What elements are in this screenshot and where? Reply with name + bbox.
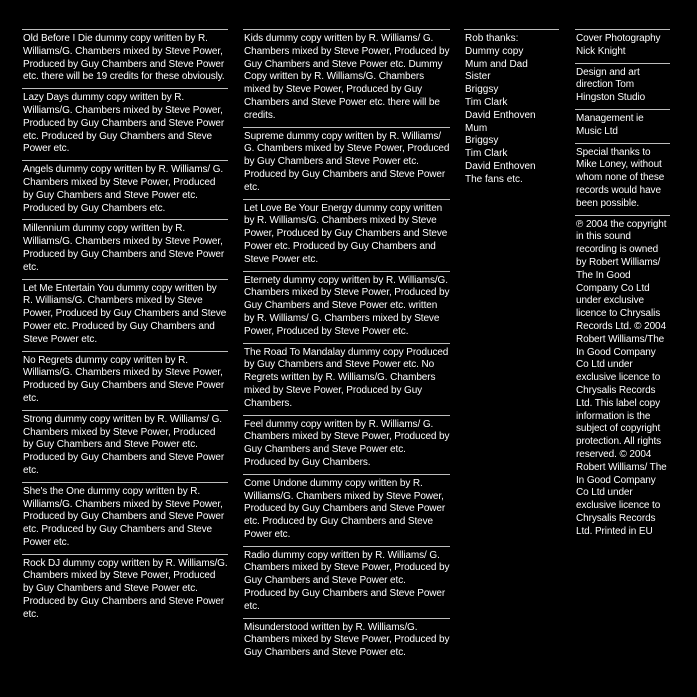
track-credit-entry: She's the One dummy copy written by R. Williams/G. Chambers mixed by Steve Power, Produced by Guy Chambers and Steve Power etc. Produced by Guy Chambers and Steve Power etc. (22, 482, 228, 554)
thanks-item: David Enthoven (465, 160, 536, 172)
special-thanks: Special thanks to Mike Loney, without whom none of these records would have been possible. (575, 143, 670, 215)
track-credit-entry: Kids dummy copy written by R. Williams/ G. Chambers mixed by Steve Power, Produced by Guy Chambers and Steve Power etc. Dummy Copy written by R. Williams/G. Chambers mixed by Steve Power, Produced by Guy Chambers and Steve Power etc. there will be credits. (243, 29, 450, 127)
production-credits-column (575, 29, 670, 542)
thanks-list (464, 30, 559, 187)
design-credit: Design and art direction Tom Hingston Studio (575, 63, 670, 109)
management-credit: Management ie Music Ltd (575, 109, 670, 143)
track-credit-entry: Rock DJ dummy copy written by R. Williams/G. Chambers mixed by Steve Power, Produced by Guy Chambers and Steve Power etc. Produced by Guy Chambers and Steve Power etc. (22, 554, 228, 626)
track-credit-entry: Strong dummy copy written by R. Williams/ G. Chambers mixed by Steve Power, Produced by Guy Chambers and Steve Power etc. Produced by Guy Chambers and Steve Power etc. (22, 410, 228, 482)
thanks-item: Briggsy (465, 135, 499, 147)
thanks-item: Tim Clark (465, 148, 508, 160)
track-credit-entry: Misunderstood written by R. Williams/G. Chambers mixed by Steve Power, Produced by Guy Chambers and Steve Power etc. (243, 618, 450, 664)
thanks-item: Dummy copy (465, 45, 524, 57)
track-credit-entry: Eternety dummy copy written by R. Williams/G. Chambers mixed by Steve Power, Produced by Guy Chambers and Steve Power etc. written by R. Williams/ G. Chambers mixed by Steve Power, Produced by Steve Power etc. (243, 271, 450, 343)
track-credit-entry: Old Before I Die dummy copy written by R. Williams/G. Chambers mixed by Steve Power, Produced by Guy Chambers and Steve Power etc. there will be 19 credits for these obviously. (22, 29, 228, 88)
track-credit-entry: Let Love Be Your Energy dummy copy written by R. Williams/G. Chambers mixed by Steve Power, Produced by Guy Chambers and Steve Power etc. Produced by Guy Chambers and Steve Power etc. (243, 199, 450, 271)
thanks-item: The fans etc. (465, 173, 523, 185)
thanks-item: Tim Clark (465, 96, 508, 108)
track-credit-entry: Radio dummy copy written by R. Williams/ G. Chambers mixed by Steve Power, Produced by Guy Chambers and Steve Power etc. Produced by Guy Chambers and Steve Power etc. (243, 546, 450, 618)
track-credits-column-left (22, 29, 228, 626)
cover-photography-credit: Cover Photography Nick Knight (575, 29, 670, 63)
thanks-heading: Rob thanks: (465, 33, 519, 44)
track-credits-column-right (243, 29, 450, 664)
thanks-item: Mum (465, 122, 488, 134)
track-credit-entry: Let Me Entertain You dummy copy written by R. Williams/G. Chambers mixed by Steve Power, Produced by Guy Chambers and Steve Power etc. Produced by Guy Chambers and Steve Power etc. (22, 279, 228, 351)
thanks-item: David Enthoven (465, 109, 536, 121)
track-credit-entry: Lazy Days dummy copy written by R. Williams/G. Chambers mixed by Steve Power, Produced by Guy Chambers and Steve Power etc. Produced by Guy Chambers and Steve Power etc. (22, 88, 228, 160)
thanks-item: Briggsy (465, 84, 499, 96)
track-credit-entry: Angels dummy copy written by R. Williams/ G. Chambers mixed by Steve Power, Produced by Guy Chambers and Steve Power etc. Produced by Guy Chambers etc. (22, 160, 228, 219)
track-credit-entry: Feel dummy copy written by R. Williams/ G. Chambers mixed by Steve Power, Produced by Guy Chambers and Steve Power etc. Produced by Guy Chambers. (243, 415, 450, 474)
thanks-item: Mum and Dad (465, 58, 528, 70)
thanks-item: Sister (465, 71, 491, 83)
track-credit-entry: No Regrets dummy copy written by R. Williams/G. Chambers mixed by Steve Power, Produced by Guy Chambers and Steve Power etc. (22, 351, 228, 410)
thanks-column (464, 29, 559, 187)
track-credit-entry: Supreme dummy copy written by R. Williams/ G. Chambers mixed by Steve Power, Produced by Guy Chambers and Steve Power etc. Produced by Guy Chambers and Steve Power etc. (243, 127, 450, 199)
track-credit-entry: The Road To Mandalay dummy copy Produced by Guy Chambers and Steve Power etc. No Regrets written by R. Williams/G. Chambers mixed by Steve Power, Produced by Guy Chambers. (243, 343, 450, 415)
copyright-notice: ℗ 2004 the copyright in this sound recording is owned by Robert Williams/ The In Good Company Co Ltd under exclusive licence to Chrysalis Records Ltd. © 2004 Robert Williams/The In Good Company Co Ltd under exclusive licence to Chrysalis Records Ltd. This label copy information is the subject of copyright protection. All rights reserved. © 2004 Robert Williams/ The In Good Company Co Ltd under exclusive licence to Chrysalis Records Ltd. Printed in EU (575, 215, 670, 543)
track-credit-entry: Millennium dummy copy written by R. Williams/G. Chambers mixed by Steve Power, Produced by Guy Chambers and Steve Power etc. (22, 219, 228, 278)
track-credit-entry: Come Undone dummy copy written by R. Williams/G. Chambers mixed by Steve Power, Produced by Guy Chambers and Steve Power etc. Produced by Guy Chambers and Steve Power etc. (243, 474, 450, 546)
